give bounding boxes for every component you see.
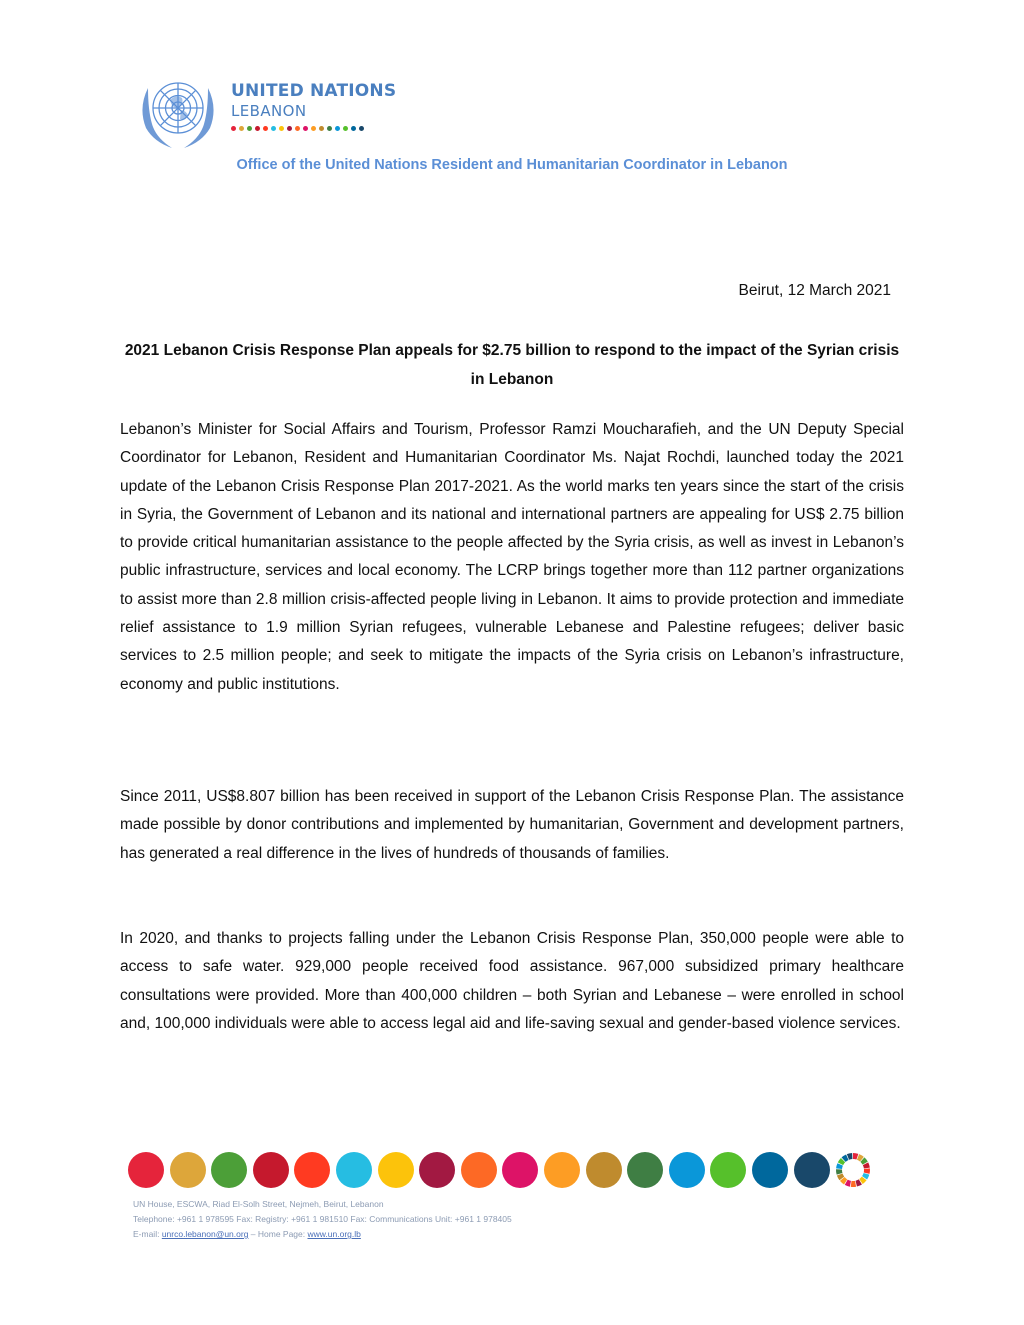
sdg-circle [586, 1152, 622, 1188]
org-name: UNITED NATIONS [231, 81, 397, 101]
brand-dot [303, 126, 308, 131]
sdg-circle [419, 1152, 455, 1188]
footer-address: UN House, ESCWA, Riad El-Solh Street, Nejmeh, Beirut, Lebanon [133, 1199, 384, 1209]
brand-dot [255, 126, 260, 131]
sdg-circle [794, 1152, 830, 1188]
office-line: Office of the United Nations Resident and Humanitarian Coordinator in Lebanon [236, 157, 788, 173]
dateline: Beirut, 12 March 2021 [738, 282, 891, 299]
brand-dot [335, 126, 340, 131]
brand-dot [319, 126, 324, 131]
sdg-circle [211, 1152, 247, 1188]
sdg-circle [170, 1152, 206, 1188]
brand-dot [311, 126, 316, 131]
body-paragraph: In 2020, and thanks to projects falling under the Lebanon Crisis Response Plan, 350,000 people were able to access to safe water. 929,000 people received food assistance. 967,000 subsidized primary healthcare consultations were provided. More than 400,000 children – both Syrian and Lebanese – were enrolled in school and, 100,000 individuals were able to access legal aid and life-saving sexual and gender-based violence services. [120, 930, 904, 1032]
footer-telephone: Telephone: +961 1 978595 Fax: Registry: +961 1 981510 Fax: Communications Unit: +961 1 978405 [133, 1214, 512, 1224]
headline: 2021 Lebanon Crisis Response Plan appeals for $2.75 billion to respond to the impact of the Syrian crisis in Lebanon [124, 342, 900, 388]
brand-dot [231, 126, 236, 131]
org-subtitle: LEBANON [231, 102, 307, 120]
sdg-circle [378, 1152, 414, 1188]
sdg-color-row [128, 1152, 871, 1188]
brand-dot [271, 126, 276, 131]
sdg-wheel-icon [835, 1152, 871, 1188]
brand-color-dots [231, 126, 396, 131]
brand-dot [287, 126, 292, 131]
sdg-wheel-segment [851, 1181, 856, 1187]
sdg-circle [253, 1152, 289, 1188]
sdg-circle [710, 1152, 746, 1188]
sdg-circle [128, 1152, 164, 1188]
sdg-circle [752, 1152, 788, 1188]
sdg-circle [294, 1152, 330, 1188]
brand-dot [351, 126, 356, 131]
brand-dot [327, 126, 332, 131]
footer-links [133, 1227, 512, 1242]
un-emblem-icon [132, 70, 224, 150]
home-page-link[interactable]: www.un.org.lb [307, 1229, 361, 1239]
brand-dot [343, 126, 348, 131]
sdg-wheel-segment [836, 1169, 842, 1174]
brand-dot [247, 126, 252, 131]
body-paragraph: Since 2011, US$8.807 billion has been received in support of the Lebanon Crisis Response Plan. The assistance made possible by donor contributions and implemented by humanitarian, Government and development partners, has generated a real difference in the lives of hundreds of thousands of families. [120, 788, 904, 862]
sdg-circle [544, 1152, 580, 1188]
org-brand [231, 80, 396, 131]
brand-dot [263, 126, 268, 131]
email-link[interactable]: unrco.lebanon@un.org [161, 1229, 249, 1239]
brand-dot [359, 126, 364, 131]
email-label: E-mail: [133, 1229, 162, 1239]
sdg-wheel-segment [864, 1168, 870, 1173]
sdg-circle [336, 1152, 372, 1188]
brand-dot [295, 126, 300, 131]
sdg-circle [627, 1152, 663, 1188]
sdg-circle [502, 1152, 538, 1188]
home-page-label: – Home Page: [248, 1229, 308, 1239]
sdg-circle [461, 1152, 497, 1188]
sdg-circle [669, 1152, 705, 1188]
body-paragraph: Lebanon’s Minister for Social Affairs and Tourism, Professor Ramzi Moucharafieh, and the UN Deputy Special Coordinator for Lebanon, Resident and Humanitarian Coordinator Ms. Najat Rochdi, launched today the 2021 update of the Lebanon Crisis Response Plan 2017-2021. As the world marks ten years since the start of the crisis in Syria, the Government of Lebanon and its national and international partners are appealing for US$ 2.75 billion to provide critical humanitarian assistance to the people affected by the Syria crisis, as well as invest in Lebanon’s public infrastructure, services and local economy. The LCRP brings together more than 112 partner organizations to assist more than 2.8 million crisis-affected people living in Lebanon. It aims to provide protection and immediate relief assistance to 1.9 million Syrian refugees, vulnerable Lebanese and Palestine refugees; deliver basic services to 2.5 million people; and seek to mitigate the impacts of the Syria crisis on Lebanon’s infrastructure, economy and public institutions. [120, 421, 904, 693]
brand-dot [239, 126, 244, 131]
brand-dot [279, 126, 284, 131]
footer-contact [133, 1197, 512, 1242]
